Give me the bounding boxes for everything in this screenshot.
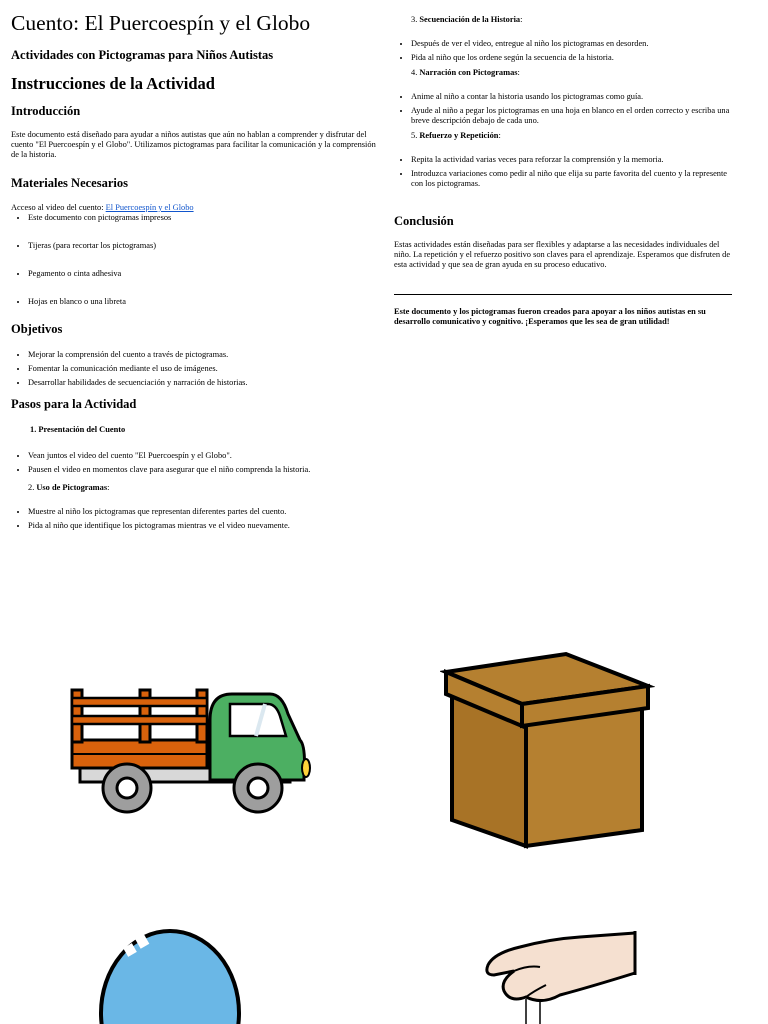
- document-subtitle: Actividades con Pictogramas para Niños Autistas: [11, 48, 274, 62]
- step-number: 3.: [411, 15, 418, 24]
- list-item: • Este documento con pictogramas impresos: [28, 213, 381, 223]
- list-item: • Hojas en blanco o una libreta: [28, 297, 381, 307]
- step-number: 2.: [28, 483, 35, 492]
- list-item: • Vean juntos el video del cuento "El Puercoespín y el Globo".: [28, 451, 381, 461]
- box-icon: [440, 650, 655, 855]
- list-item: • Pida al niño que identifique los pictogramas mientras ve el video nuevamente.: [28, 521, 381, 531]
- document-title: Cuento: El Puercoespín y el Globo: [11, 11, 311, 35]
- step-3-title: 3. Secuenciación de la Historia:: [411, 15, 523, 24]
- step-number: 4.: [411, 68, 418, 77]
- step-title-text: Refuerzo y Repetición: [419, 131, 499, 140]
- step-number: 5.: [411, 131, 418, 140]
- step-2-list: [11, 507, 381, 531]
- list-item: • Repita la actividad varias veces para reforzar la comprensión y la memoria.: [411, 155, 734, 165]
- step-3-list: [394, 39, 734, 63]
- list-item: • Fomentar la comunicación mediante el uso de imágenes.: [28, 364, 381, 374]
- truck-icon: [60, 680, 320, 820]
- conclusion-heading: Conclusión: [394, 214, 454, 228]
- step-2-title: 2. Uso de Pictogramas:: [28, 483, 110, 492]
- step-5-list: [394, 155, 734, 189]
- list-item: • Pausen el video en momentos clave para asegurar que el niño comprenda la historia.: [28, 465, 381, 475]
- list-item: • Muestre al niño los pictogramas que representan diferentes partes del cuento.: [28, 507, 381, 517]
- step-4-title: 4. Narración con Pictogramas:: [411, 68, 520, 77]
- steps-heading: Pasos para la Actividad: [11, 397, 137, 411]
- step-4-list: [394, 92, 734, 126]
- list-item: • Mejorar la comprensión del cuento a través de pictogramas.: [28, 350, 381, 360]
- step-number: 1.: [30, 425, 37, 434]
- list-item: • Después de ver el video, entregue al niño los pictogramas en desorden.: [411, 39, 734, 49]
- list-item: • Tijeras (para recortar los pictogramas): [28, 241, 381, 251]
- hand-icon: [480, 925, 645, 1024]
- list-item: • Anime al niño a contar la historia usando los pictogramas como guía.: [411, 92, 734, 102]
- step-1-title: [11, 425, 381, 435]
- materials-list: [11, 213, 381, 307]
- step-title-text: Presentación del Cuento: [38, 425, 126, 434]
- list-item: • Desarrollar habilidades de secuenciación y narración de historias.: [28, 378, 381, 388]
- closing-note: Este documento y los pictogramas fueron creados para apoyar a los niños autistas en su desarrollo comunicativo y cognitivo. ¡Esperamos que les sea de gran utilidad!: [394, 307, 706, 326]
- video-access-line: [11, 203, 381, 213]
- list-item: • Ayude al niño a pegar los pictogramas en una hoja en blanco en el orden correcto y escriba una breve descripción debajo de cada uno.: [411, 106, 734, 126]
- step-5-title: 5. Refuerzo y Repetición:: [411, 131, 501, 140]
- objectives-heading: Objetivos: [11, 322, 63, 336]
- step-title-text: Narración con Pictogramas: [419, 68, 518, 77]
- video-prefix: Acceso al video del cuento:: [11, 203, 104, 212]
- step-title-text: Uso de Pictogramas: [36, 483, 108, 492]
- section-divider: [394, 294, 732, 295]
- list-item: • Pida al niño que los ordene según la secuencia de la historia.: [411, 53, 734, 63]
- step-title-text: Secuenciación de la Historia: [419, 15, 521, 24]
- objectives-list: [11, 350, 381, 388]
- balloon-icon: [95, 925, 245, 1024]
- intro-heading: Introducción: [11, 104, 81, 118]
- list-item: • Pegamento o cinta adhesiva: [28, 269, 381, 279]
- step-1-list: [11, 451, 381, 475]
- list-item: • Introduzca variaciones como pedir al niño que elija su parte favorita del cuento y la represente con los pictogramas.: [411, 169, 734, 189]
- left-column: [11, 0, 381, 535]
- instructions-heading: Instrucciones de la Actividad: [11, 74, 215, 93]
- intro-text: Este documento está diseñado para ayudar a niños autistas que aún no hablan a comprender y disfrutar del cuento "El Puercoespín y el Globo". Utilizamos pictogramas para facilitar la comunicación y la comprensión de la historia.: [11, 130, 376, 159]
- video-link[interactable]: El Puercoespín y el Globo: [105, 203, 194, 212]
- materials-heading: Materiales Necesarios: [11, 176, 128, 190]
- conclusion-text: Estas actividades están diseñadas para ser flexibles y adaptarse a las necesidades individuales del niño. La repetición y el refuerzo positivo son claves para el aprendizaje. Esperamos que disfruten de esta actividad y que sea de gran ayuda en su proceso educativo.: [394, 240, 731, 269]
- right-column: [394, 0, 734, 327]
